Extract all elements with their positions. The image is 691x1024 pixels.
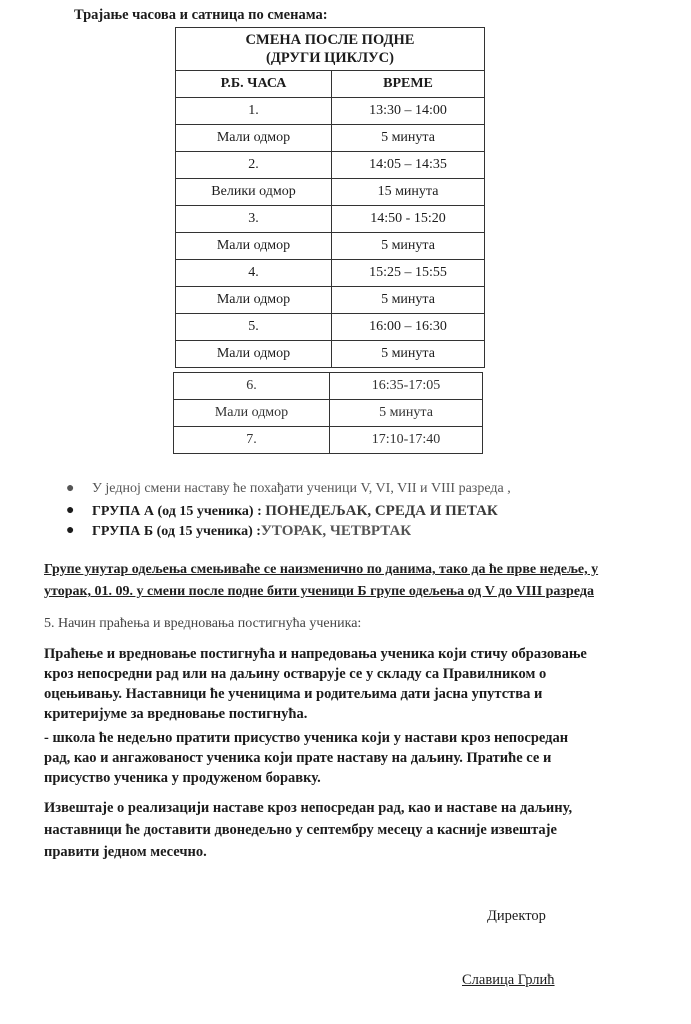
table-row: Мали одмор 5 минута — [176, 287, 485, 314]
table-row: 4. 15:25 – 15:55 — [176, 260, 485, 287]
paragraph-3-line: Извештаје о реализацији наставе кроз непосредан рад, као и наставе на даљину, — [44, 800, 573, 816]
table-row: 2. 14:05 – 14:35 — [176, 152, 485, 179]
table-row: 6. 16:35-17:05 — [174, 373, 483, 400]
table-row: Мали одмор 5 минута — [174, 400, 483, 427]
page-heading: Трајање часова и сатница по сменама: — [74, 7, 328, 23]
table-row: 1. 13:30 – 14:00 — [176, 98, 485, 125]
column-header-lesson: Р.Б. ЧАСА — [176, 71, 332, 98]
paragraph-1-line: оцењивању. Наставници ће ученицима и родитељима дати јасна упутства и — [44, 686, 543, 702]
paragraph-3-line: наставници ће доставити двонедељно у септембру месецу а касније извештаје — [44, 822, 557, 838]
signature-name: Славица Грлић — [462, 972, 555, 988]
signature-role: Директор — [487, 908, 546, 924]
table-title: СМЕНА ПОСЛЕ ПОДНЕ (ДРУГИ ЦИКЛУС) — [176, 28, 485, 71]
bullet-dot-icon: ● — [66, 523, 75, 538]
groups-line-1: Групе унутар одељења смењиваће се наизменично по данима, тако да ће прве недеље, у — [44, 562, 599, 577]
paragraph-1-line: Праћење и вредновање постигнућа и напредовања ученика који стичу образовање — [44, 646, 587, 662]
paragraph-2-line: рад, као и ангажованост ученика који прате наставу на даљину. Пратиће се и — [44, 750, 552, 766]
paragraph-1-line: кроз непосредни рад или на даљину остварује се у складу са Правилником о — [44, 666, 547, 682]
table-row: Мали одмор 5 минута — [176, 233, 485, 260]
table-row: Мали одмор 5 минута — [176, 125, 485, 152]
column-header-time: ВРЕМЕ — [332, 71, 485, 98]
schedule-table-continued — [173, 372, 483, 454]
schedule-table — [175, 27, 485, 368]
section-5-title: 5. Начин праћења и вредновања постигнућа ученика: — [44, 616, 362, 631]
table-row: Мали одмор 5 минута — [176, 341, 485, 368]
table-row: 7. 17:10-17:40 — [174, 427, 483, 454]
bullet-dot-icon: ● — [66, 503, 75, 518]
paragraph-2-line: присуство ученика у продуженом боравку. — [44, 770, 321, 786]
groups-line-2: уторак, 01. 09. у смени после подне бити ученици Б групе одељења од V до VIII разреда — [44, 584, 594, 599]
table-row: 5. 16:00 – 16:30 — [176, 314, 485, 341]
table-row: 3. 14:50 - 15:20 — [176, 206, 485, 233]
bullet-dot-icon: ● — [66, 481, 75, 496]
paragraph-1-line: критеријуме за вредновање постигнућа. — [44, 706, 308, 722]
paragraph-2-line: - школа ће недељно пратити присуство ученика који у настави кроз непосредан — [44, 730, 569, 746]
table-row: Велики одмор 15 минута — [176, 179, 485, 206]
paragraph-3-line: правити једном месечно. — [44, 844, 207, 860]
